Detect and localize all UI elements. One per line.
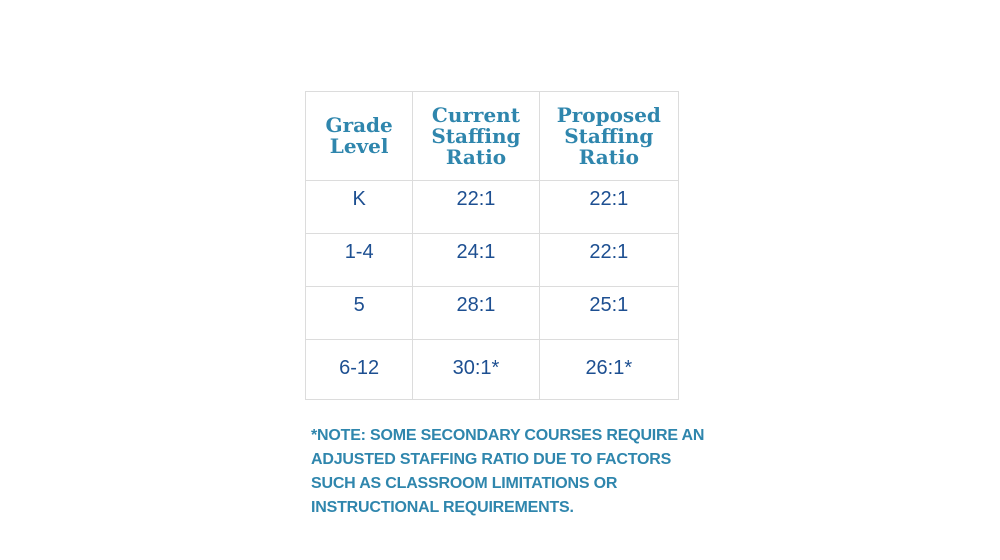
table-row <box>306 287 679 340</box>
header-line: Current <box>431 102 520 127</box>
current-ratio-cell: 22:1 <box>413 181 539 234</box>
table-row <box>306 340 679 400</box>
header-line: Ratio <box>578 144 639 169</box>
staffing-footnote: *NOTE: SOME SECONDARY COURSES REQUIRE AN ADJUSTED STAFFING RATIO DUE TO FACTORS SUCH AS CLASSROOM LIMITATIONS OR INSTRUCTIONAL REQUIREMENTS. <box>311 427 705 516</box>
header-line: Ratio <box>445 144 507 169</box>
grade-cell: K <box>306 181 413 234</box>
header-line: Staffing <box>564 123 654 148</box>
proposed-ratio-cell: 25:1 <box>539 287 678 340</box>
proposed-ratio-cell: 26:1* <box>539 340 678 400</box>
current-ratio-cell: 28:1 <box>413 287 539 340</box>
header-line: Level <box>329 134 389 158</box>
grade-cell: 1-4 <box>306 234 413 287</box>
table-header-row <box>306 92 679 181</box>
grade-cell: 6-12 <box>306 340 413 400</box>
header-current-staffing-ratio <box>413 92 539 181</box>
header-grade-level <box>306 92 413 181</box>
header-proposed-staffing-ratio <box>539 92 678 181</box>
current-ratio-cell: 24:1 <box>413 234 539 287</box>
proposed-ratio-cell: 22:1 <box>539 234 678 287</box>
header-line: Grade <box>325 113 393 137</box>
proposed-ratio-cell: 22:1 <box>539 181 678 234</box>
grade-cell: 5 <box>306 287 413 340</box>
header-line: Staffing <box>431 123 521 148</box>
staffing-ratio-table <box>305 91 679 400</box>
table-row <box>306 181 679 234</box>
table-row <box>306 234 679 287</box>
header-line: Proposed <box>556 102 661 127</box>
current-ratio-cell: 30:1* <box>413 340 539 400</box>
